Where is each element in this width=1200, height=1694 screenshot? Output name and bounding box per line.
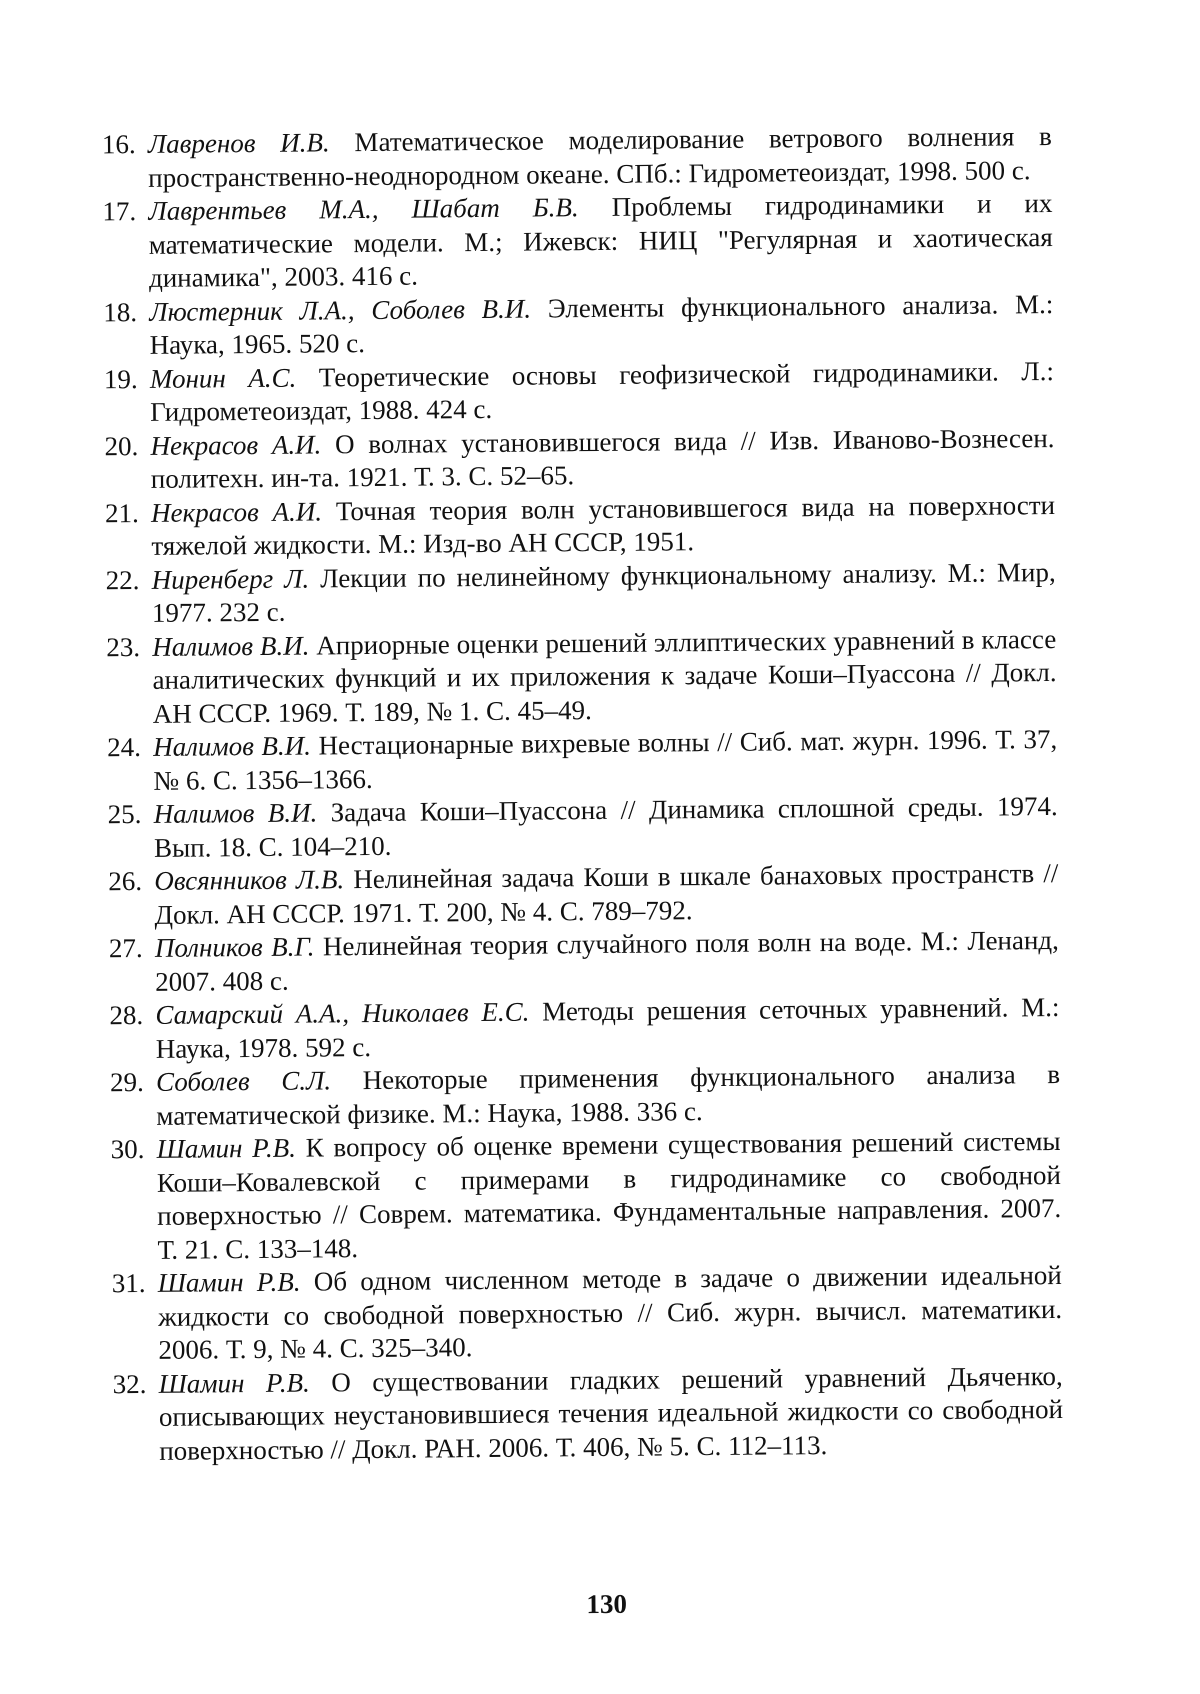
reference-item	[104, 355, 1055, 430]
reference-item	[103, 288, 1054, 363]
reference-number: 23.	[106, 630, 150, 664]
reference-author: Монин А.С.	[150, 362, 297, 393]
reference-text: Априорные оценки решений эллиптических уравнений в классе аналитических функций и их приложения к задаче Коши–Пуассона // Докл. АН СССР. 1969. Т. 189, № 1. С. 45–49.	[152, 624, 1056, 729]
reference-text: Проблемы гидродинамики и их математические модели. М.; Ижевск: НИЦ "Регулярная и хаотическая динамика", 2003. 416 с.	[149, 188, 1053, 293]
reference-author: Некрасов А.И.	[150, 429, 321, 460]
reference-text: Теоретические основы геофизической гидродинамики. Л.: Гидрометеоиздат, 1988. 424 с.	[150, 356, 1054, 427]
reference-item	[104, 422, 1055, 497]
reference-item	[106, 623, 1057, 732]
reference-item	[105, 489, 1056, 564]
reference-text: О существовании гладких решений уравнений Дьяченко, описывающих неустановившиеся течения идеальной жидкости со свободной поверхностью // Докл. РАН. 2006. Т. 406, № 5. С. 112–113.	[159, 1360, 1063, 1465]
reference-author: Люстерник Л.А., Соболев В.И.	[149, 293, 531, 326]
reference-text: Методы решения сеточных уравнений. М.: Наука, 1978. 592 с.	[156, 992, 1060, 1063]
reference-item	[110, 1058, 1061, 1133]
book-page	[0, 0, 1200, 1694]
reference-number: 32.	[113, 1367, 157, 1401]
reference-text: Точная теория волн установившегося вида на поверхности тяжелой жидкости. М.: Изд-во АН СССР, 1951.	[151, 490, 1055, 561]
reference-text: Нелинейная задача Коши в шкале банаховых пространств // Докл. АН СССР. 1971. Т. 200, № 4. С. 789–792.	[154, 858, 1058, 929]
reference-author: Полников В.Г.	[155, 931, 315, 962]
reference-number: 28.	[109, 999, 153, 1033]
reference-author: Шамин Р.В.	[158, 1267, 301, 1298]
reference-author: Ниренберг Л.	[152, 563, 310, 594]
reference-number: 17.	[102, 195, 146, 229]
reference-text: Элементы функционального анализа. М.: Наука, 1965. 520 с.	[149, 289, 1053, 360]
reference-number: 27.	[109, 932, 153, 966]
reference-number: 19.	[104, 362, 148, 396]
reference-number: 29.	[110, 1066, 154, 1100]
reference-author: Налимов В.И.	[153, 731, 311, 762]
reference-item	[102, 120, 1053, 195]
reference-number: 18.	[103, 295, 147, 329]
reference-item	[111, 1125, 1062, 1267]
reference-number: 21.	[105, 496, 149, 530]
reference-author: Некрасов А.И.	[151, 496, 322, 527]
reference-number: 16.	[102, 128, 146, 162]
reference-item	[109, 924, 1060, 999]
reference-item	[108, 790, 1059, 865]
reference-text: Некоторые применения функционального анализа в математической физике. М.: Наука, 1988. 336 с.	[156, 1059, 1060, 1130]
reference-list	[102, 120, 1064, 1468]
reference-author: Самарский А.А., Николаев Е.С.	[155, 997, 529, 1030]
reference-author: Лаврентьев М.А., Шабат Б.В.	[148, 192, 578, 226]
reference-author: Налимов В.И.	[152, 630, 309, 661]
reference-item	[113, 1359, 1064, 1468]
reference-author: Налимов В.И.	[154, 797, 318, 828]
reference-text: Об одном численном методе в задаче о движении идеальной жидкости со свободной поверхностью // Сиб. журн. вычисл. математики. 2006. Т. 9, № 4. С. 325–340.	[158, 1260, 1062, 1365]
reference-number: 22.	[106, 563, 150, 597]
reference-text: Лекции по нелинейному функциональному анализу. М.: Мир, 1977. 232 с.	[152, 557, 1056, 628]
reference-author: Шамин Р.В.	[157, 1133, 297, 1164]
page-number: 130	[7, 1584, 1200, 1625]
reference-item	[112, 1259, 1063, 1368]
reference-text: Математическое моделирование ветрового волнения в пространственно-неоднородном океане. СПб.: Гидрометеоиздат, 1998. 500 с.	[148, 121, 1052, 192]
reference-item	[109, 991, 1060, 1066]
reference-author: Соболев С.Л.	[156, 1065, 331, 1097]
reference-number: 25.	[108, 798, 152, 832]
reference-text: Нестационарные вихревые волны // Сиб. мат. журн. 1996. Т. 37, № 6. С. 1356–1366.	[153, 724, 1057, 795]
reference-number: 20.	[104, 429, 148, 463]
reference-item	[107, 723, 1058, 798]
reference-text: Задача Коши–Пуассона // Динамика сплошной среды. 1974. Вып. 18. С. 104–210.	[154, 791, 1058, 862]
reference-author: Лавренов И.В.	[148, 127, 330, 159]
reference-number: 24.	[107, 731, 151, 765]
reference-author: Шамин Р.В.	[159, 1367, 310, 1398]
reference-number: 26.	[108, 865, 152, 899]
reference-text: К вопросу об оценке времени существования решений системы Коши–Ковалевской с примерами в гидродинамике со свободной поверхностью // Соврем. математика. Фундаментальные направления. 2007. Т. 21. С. 133–148.	[157, 1126, 1062, 1264]
reference-item	[108, 857, 1059, 932]
reference-text: О волнах установившегося вида // Изв. Иваново-Вознесен. политехн. ин-та. 1921. Т. 3. С. 52–65.	[151, 423, 1055, 494]
reference-item	[106, 556, 1057, 631]
reference-text: Нелинейная теория случайного поля волн на воде. М.: Ленанд, 2007. 408 с.	[155, 925, 1059, 996]
reference-number: 30.	[111, 1133, 155, 1167]
reference-item	[102, 187, 1053, 296]
reference-number: 31.	[112, 1267, 156, 1301]
reference-author: Овсянников Л.В.	[154, 864, 344, 896]
